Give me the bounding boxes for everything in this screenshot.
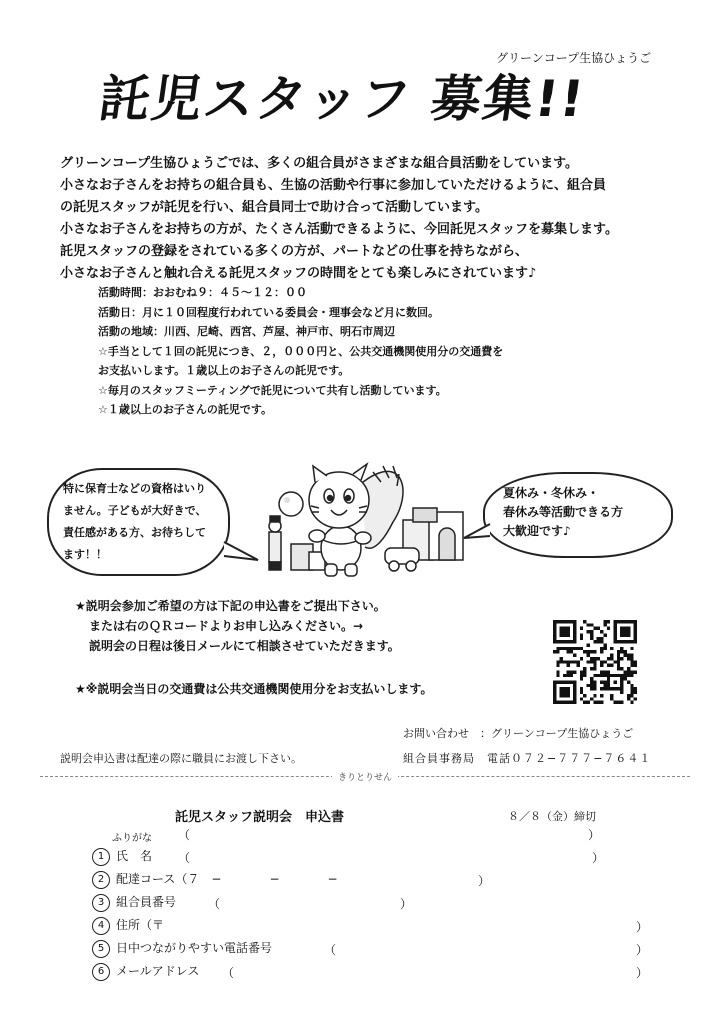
bubble-line: ます！！ xyxy=(63,548,107,561)
detail-line: 活動時間：おおむね９：４５〜１２：００ xyxy=(98,286,307,299)
intro-line: の託児スタッフが託児を行い、組合員同士で助け合って活動しています。 xyxy=(60,200,488,215)
open-paren: （ xyxy=(178,828,191,842)
cutline-label: きりとりせん xyxy=(332,770,398,783)
organization-name: グリーンコープ生協ひょうご xyxy=(496,51,652,65)
form-field-member-number[interactable] xyxy=(92,893,176,912)
close-paren: ） xyxy=(400,897,413,911)
intro-line: 小さなお子さんと触れ合える託児スタッフの時間をとても楽しみにされています♪ xyxy=(60,266,537,281)
intro-line: グリーンコープ生協ひょうごでは、多くの組合員がさまざまな組合員活動をしています。 xyxy=(60,156,579,171)
form-field-phone[interactable] xyxy=(92,939,272,958)
open-paren: （ xyxy=(324,943,337,957)
close-paren: ） xyxy=(636,920,649,934)
intro-text xyxy=(60,153,618,285)
open-paren: （ xyxy=(208,897,221,911)
field-label: 氏 名 xyxy=(116,849,153,863)
contact-line: お問い合わせ ：グリーンコープ生協ひょうご xyxy=(403,727,634,740)
apply-line: または右のＱＲコードよりお申し込みください。→ xyxy=(89,619,364,633)
field-label: 住所（〒 xyxy=(116,918,165,932)
speech-bubble-right xyxy=(483,472,673,558)
field-label: 日中つながりやすい電話番号 xyxy=(116,941,273,955)
form-deadline: ８／８（金）締切 xyxy=(508,810,596,823)
qr-code-icon[interactable] xyxy=(553,620,637,704)
intro-line: 託児スタッフの登録をされている多くの方が、パートなどの仕事を持ちながら、 xyxy=(60,244,529,259)
bubble-line: ません。子どもが大好きで、 xyxy=(63,504,207,517)
apply-line: 説明会の日程は後日メールにて相談させていただきます。 xyxy=(89,639,400,653)
field-number: 4 xyxy=(92,917,110,935)
field-number: 6 xyxy=(92,963,110,981)
furigana-label: ふりがな xyxy=(112,833,152,844)
bubble-line: 春休み等活動できる方 xyxy=(503,505,624,519)
apply-line: ★説明会参加ご希望の方は下記の申込書をご提出下さい。 xyxy=(75,599,386,613)
intro-line: 小さなお子さんをお持ちの方が、たくさん活動できるように、今回託児スタッフを募集します。 xyxy=(60,222,618,237)
open-paren: （ xyxy=(178,851,191,865)
detail-line: 活動日：月に１０回程度行われている委員会・理事会など月に数回。 xyxy=(98,305,439,319)
transport-note: ★※説明会当日の交通費は公共交通機関使用分をお支払いします。 xyxy=(75,682,433,696)
squirrel-mascot-illustration xyxy=(253,452,471,582)
application-instructions xyxy=(75,596,400,656)
field-number: 2 xyxy=(92,871,110,889)
form-field-email[interactable] xyxy=(92,962,199,981)
detail-line: ☆手当として１回の託児につき、２，０００円と、公共交通機関使用分の交通費を xyxy=(98,344,504,358)
speech-bubble-left xyxy=(47,468,230,576)
contact-phone: 組合員事務局 電話０７２−７７７−７６４１ xyxy=(403,752,652,765)
field-label: 組合員番号 xyxy=(116,895,177,909)
bubble-line: 夏休み・冬休み・ xyxy=(503,486,600,500)
close-paren: ） xyxy=(592,851,605,865)
form-field-name[interactable] xyxy=(92,847,152,866)
detail-line: ☆毎月のスタッフミーティングで託児について共有し活動しています。 xyxy=(98,383,447,397)
bubble-line: 責任感がある方、お待ちして xyxy=(63,526,206,539)
field-label: 配達コース（７ − − − xyxy=(116,872,338,886)
activity-details xyxy=(98,283,503,420)
detail-line: お支払いします。１歳以上のお子さんの託児です。 xyxy=(98,364,350,377)
field-number: 1 xyxy=(92,848,110,866)
detail-line: ☆１歳以上のお子さんの託児です。 xyxy=(98,403,272,416)
close-paren: ） xyxy=(588,828,601,842)
detail-line: 活動の地域：川西、尼崎、西宮、芦屋、神戸市、明石市周辺 xyxy=(98,325,395,338)
field-number: 3 xyxy=(92,894,110,912)
form-title: 託児スタッフ説明会 申込書 xyxy=(175,810,345,825)
close-paren: ） xyxy=(636,966,649,980)
bubble-line: 特に保育士などの資格はいり xyxy=(63,482,206,495)
open-paren: （ xyxy=(222,966,235,980)
page-title: 託児スタッフ 募集!! xyxy=(95,70,590,128)
field-label: メールアドレス xyxy=(116,964,200,978)
field-number: 5 xyxy=(92,940,110,958)
form-field-delivery-course[interactable] xyxy=(92,870,338,889)
handin-note: 説明会申込書は配達の際に職員にお渡し下さい。 xyxy=(60,752,302,765)
form-field-address[interactable] xyxy=(92,916,164,935)
cut-line xyxy=(40,770,690,782)
bubble-line: 大歓迎です♪ xyxy=(503,524,571,538)
intro-line: 小さなお子さんをお持ちの組合員も、生協の活動や行事に参加していただけるように、組合員 xyxy=(60,178,607,193)
close-paren: ） xyxy=(478,874,491,888)
close-paren: ） xyxy=(636,943,649,957)
